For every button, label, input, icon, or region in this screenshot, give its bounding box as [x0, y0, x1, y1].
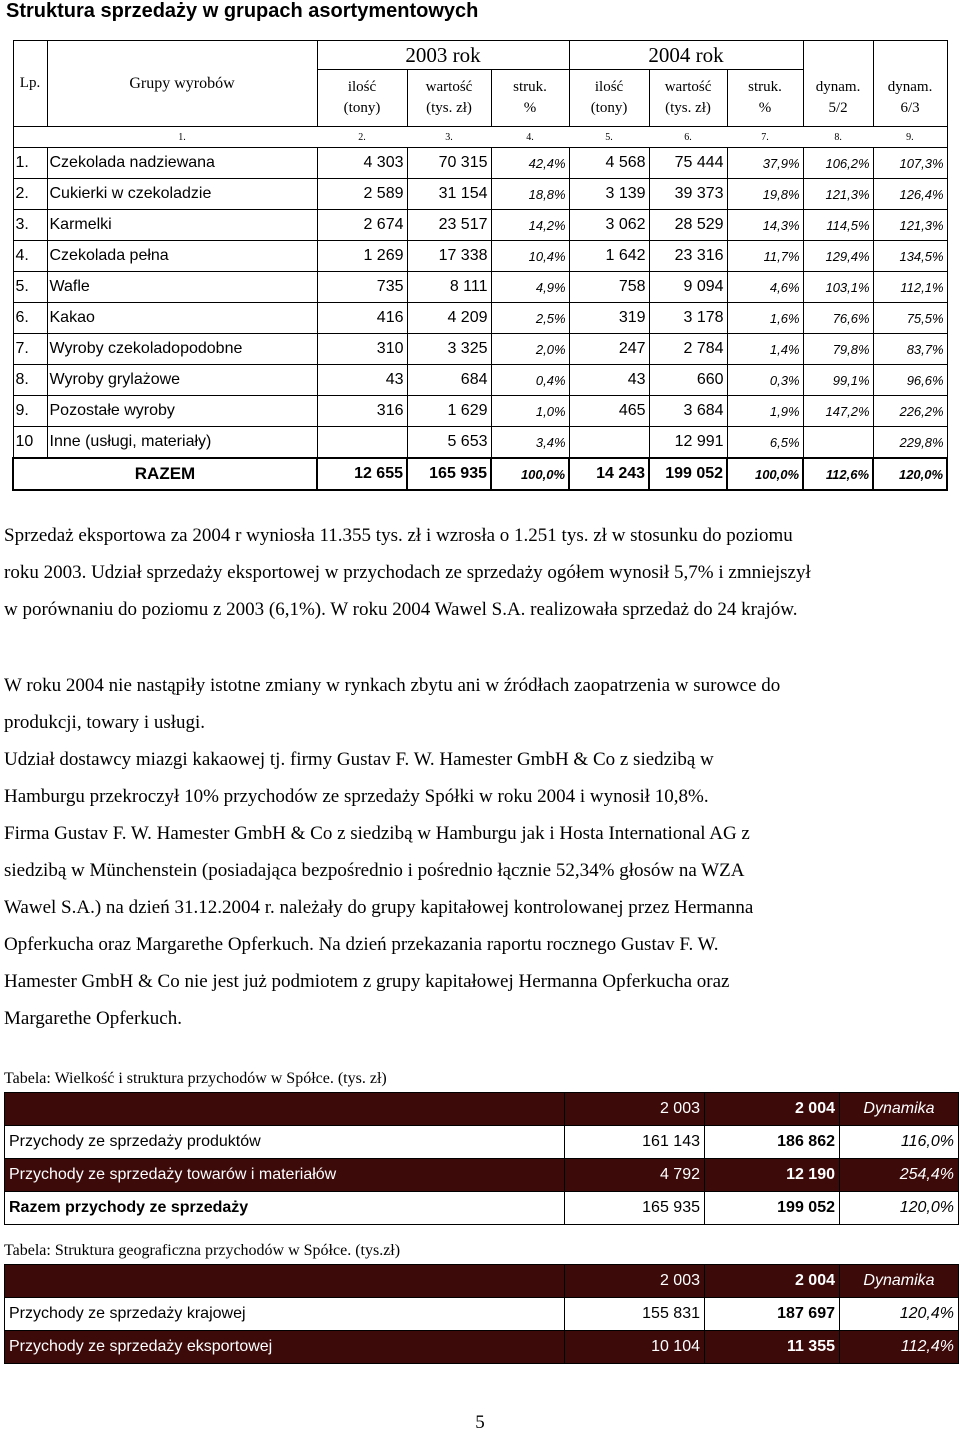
row-lp: 5. — [13, 272, 47, 303]
row-cell-s03: 4,9% — [491, 272, 569, 303]
table-row — [13, 179, 947, 210]
row-cell-s04: 37,9% — [727, 148, 803, 179]
revenue-header-2004: 2 004 — [705, 1093, 840, 1126]
geo-row-2004: 187 697 — [705, 1298, 840, 1331]
row-cell-q04 — [569, 427, 649, 459]
total-cell-d1: 112,6% — [803, 458, 873, 490]
row-cell-d1: 114,5% — [803, 210, 873, 241]
row-cell-d2: 75,5% — [873, 303, 947, 334]
row-cell-s03: 10,4% — [491, 241, 569, 272]
revenue-table-caption: Tabela: Wielkość i struktura przychodów w Spółce. (tys. zł) — [4, 1070, 387, 1087]
revenue-header-2003: 2 003 — [565, 1093, 705, 1126]
revenue-header-dynamics: Dynamika — [840, 1093, 959, 1126]
row-cell-v04: 3 178 — [649, 303, 727, 334]
row-cell-d2: 83,7% — [873, 334, 947, 365]
row-cell-q03: 43 — [317, 365, 407, 396]
row-cell-s03: 3,4% — [491, 427, 569, 459]
header-value-2004: wartość (tys. zł) — [649, 70, 727, 127]
row-group-name: Cukierki w czekoladzie — [47, 179, 317, 210]
row-cell-s03: 2,0% — [491, 334, 569, 365]
geo-header-dynamics: Dynamika — [840, 1265, 959, 1298]
total-cell-q04: 14 243 — [569, 458, 649, 490]
row-cell-s04: 1,6% — [727, 303, 803, 334]
col-number-9: 9. — [873, 127, 947, 148]
row-cell-q04: 758 — [569, 272, 649, 303]
revenue-row-2004: 186 862 — [705, 1126, 840, 1159]
row-cell-q04: 465 — [569, 396, 649, 427]
row-cell-q04: 43 — [569, 365, 649, 396]
row-lp: 2. — [13, 179, 47, 210]
row-cell-s04: 4,6% — [727, 272, 803, 303]
geo-table-caption: Tabela: Struktura geograficzna przychodów w Spółce. (tys.zł) — [4, 1242, 401, 1259]
row-cell-d2: 112,1% — [873, 272, 947, 303]
row-lp: 9. — [13, 396, 47, 427]
col-number-5: 5. — [569, 127, 649, 148]
revenue-row-2003: 161 143 — [565, 1126, 705, 1159]
row-group-name: Inne (usługi, materiały) — [47, 427, 317, 459]
header-value-2003: wartość (tys. zł) — [407, 70, 491, 127]
geo-row-dynamics: 120,4% — [840, 1298, 959, 1331]
row-lp: 6. — [13, 303, 47, 334]
header-qty-2004: ilość (tony) — [569, 70, 649, 127]
row-cell-v03: 23 517 — [407, 210, 491, 241]
row-cell-q03: 316 — [317, 396, 407, 427]
row-group-name: Kakao — [47, 303, 317, 334]
row-lp: 3. — [13, 210, 47, 241]
row-group-name: Czekolada pełna — [47, 241, 317, 272]
row-group-name: Wyroby czekoladopodobne — [47, 334, 317, 365]
row-cell-v03: 70 315 — [407, 148, 491, 179]
row-cell-d1: 106,2% — [803, 148, 873, 179]
row-cell-d1: 129,4% — [803, 241, 873, 272]
col-number-7: 7. — [727, 127, 803, 148]
row-cell-q03: 310 — [317, 334, 407, 365]
sales-structure-table — [12, 40, 948, 491]
row-cell-q03: 2 589 — [317, 179, 407, 210]
row-cell-s04: 14,3% — [727, 210, 803, 241]
row-cell-d1: 103,1% — [803, 272, 873, 303]
row-cell-q03: 1 269 — [317, 241, 407, 272]
header-dyn-63: dynam. 6/3 — [873, 70, 947, 127]
table-row — [13, 272, 947, 303]
row-lp: 1. — [13, 148, 47, 179]
revenue-row-2003: 4 792 — [565, 1159, 705, 1192]
row-cell-s04: 1,4% — [727, 334, 803, 365]
row-cell-s03: 42,4% — [491, 148, 569, 179]
revenue-row-label: Przychody ze sprzedaży towarów i materiałów — [5, 1159, 565, 1192]
row-cell-q03: 735 — [317, 272, 407, 303]
row-cell-d2: 107,3% — [873, 148, 947, 179]
table-row — [13, 210, 947, 241]
revenue-row-label: Przychody ze sprzedaży produktów — [5, 1126, 565, 1159]
export-sales-paragraph: Sprzedaż eksportowa za 2004 r wyniosła 11.355 tys. zł i wzrosła o 1.251 tys. zł w stosunku do poziomu roku 2003. Udział sprzedaży eksportowej w przychodach ze sprzedaży ogółem wynosił 5,7% i zmniejszył w porównaniu do poziomu z 2003 (6,1%). W roku 2004 Wawel S.A. realizowała sprzedaż do 24 krajów. — [4, 525, 811, 620]
row-cell-v04: 23 316 — [649, 241, 727, 272]
row-cell-v03: 5 653 — [407, 427, 491, 459]
row-cell-q04: 319 — [569, 303, 649, 334]
row-cell-s03: 0,4% — [491, 365, 569, 396]
revenue-total-2004: 199 052 — [705, 1192, 840, 1225]
row-cell-v03: 4 209 — [407, 303, 491, 334]
revenue-row-dynamics: 254,4% — [840, 1159, 959, 1192]
row-cell-s04: 0,3% — [727, 365, 803, 396]
page-title: Struktura sprzedaży w grupach asortymentowych — [6, 0, 479, 22]
row-cell-s03: 1,0% — [491, 396, 569, 427]
row-cell-v04: 39 373 — [649, 179, 727, 210]
row-cell-q04: 1 642 — [569, 241, 649, 272]
row-lp: 4. — [13, 241, 47, 272]
row-group-name: Wafle — [47, 272, 317, 303]
row-cell-v04: 12 991 — [649, 427, 727, 459]
row-group-name: Czekolada nadziewana — [47, 148, 317, 179]
row-cell-q03 — [317, 427, 407, 459]
row-group-name: Pozostałe wyroby — [47, 396, 317, 427]
geo-row-2003: 155 831 — [565, 1298, 705, 1331]
geo-row-label: Przychody ze sprzedaży krajowej — [5, 1298, 565, 1331]
col-number-2: 2. — [317, 127, 407, 148]
table-row — [13, 427, 947, 459]
row-cell-q03: 2 674 — [317, 210, 407, 241]
total-cell-s04: 100,0% — [727, 458, 803, 490]
row-group-name: Karmelki — [47, 210, 317, 241]
total-cell-d2: 120,0% — [873, 458, 947, 490]
page-number: 5 — [475, 1412, 485, 1433]
row-cell-d1 — [803, 427, 873, 459]
header-struct-2003: struk. % — [491, 70, 569, 127]
row-cell-s04: 19,8% — [727, 179, 803, 210]
row-cell-d1: 76,6% — [803, 303, 873, 334]
revenue-row-2004: 12 190 — [705, 1159, 840, 1192]
row-cell-v04: 3 684 — [649, 396, 727, 427]
row-cell-s03: 14,2% — [491, 210, 569, 241]
row-cell-q04: 4 568 — [569, 148, 649, 179]
total-cell-s03: 100,0% — [491, 458, 569, 490]
header-dyn-52: dynam. 5/2 — [803, 70, 873, 127]
row-cell-v03: 3 325 — [407, 334, 491, 365]
table-row — [13, 303, 947, 334]
row-cell-d2: 96,6% — [873, 365, 947, 396]
col-number-4: 4. — [491, 127, 569, 148]
row-cell-s04: 6,5% — [727, 427, 803, 459]
table-row — [13, 334, 947, 365]
total-row — [13, 458, 947, 490]
header-year-2004: 2004 rok — [569, 41, 803, 70]
total-cell-v04: 199 052 — [649, 458, 727, 490]
row-cell-s04: 11,7% — [727, 241, 803, 272]
geo-header-2004: 2 004 — [705, 1265, 840, 1298]
table-row — [13, 241, 947, 272]
row-cell-v03: 17 338 — [407, 241, 491, 272]
col-number-8: 8. — [803, 127, 873, 148]
row-cell-v04: 9 094 — [649, 272, 727, 303]
table-row — [13, 396, 947, 427]
row-cell-d1: 121,3% — [803, 179, 873, 210]
revenue-total-label: Razem przychody ze sprzedaży — [5, 1192, 565, 1225]
row-cell-v04: 28 529 — [649, 210, 727, 241]
row-cell-q04: 247 — [569, 334, 649, 365]
table-row — [13, 365, 947, 396]
row-cell-d2: 126,4% — [873, 179, 947, 210]
row-cell-q03: 416 — [317, 303, 407, 334]
row-cell-v04: 75 444 — [649, 148, 727, 179]
revenue-header-blank — [5, 1093, 565, 1126]
row-cell-v04: 2 784 — [649, 334, 727, 365]
row-group-name: Wyroby grylażowe — [47, 365, 317, 396]
col-number-6: 6. — [649, 127, 727, 148]
geo-row-2004: 11 355 — [705, 1331, 840, 1364]
row-cell-d1: 99,1% — [803, 365, 873, 396]
geo-header-blank — [5, 1265, 565, 1298]
revenue-total-2003: 165 935 — [565, 1192, 705, 1225]
geo-row-label: Przychody ze sprzedaży eksportowej — [5, 1331, 565, 1364]
row-cell-d1: 79,8% — [803, 334, 873, 365]
row-cell-d2: 134,5% — [873, 241, 947, 272]
table-row — [13, 148, 947, 179]
header-year-2003: 2003 rok — [317, 41, 569, 70]
row-cell-q04: 3 139 — [569, 179, 649, 210]
total-cell-v03: 165 935 — [407, 458, 491, 490]
row-cell-s03: 2,5% — [491, 303, 569, 334]
row-cell-v03: 8 111 — [407, 272, 491, 303]
row-lp: 7. — [13, 334, 47, 365]
row-cell-s03: 18,8% — [491, 179, 569, 210]
header-group: Grupy wyrobów — [47, 41, 317, 127]
markets-paragraph: W roku 2004 nie nastąpiły istotne zmiany w rynkach zbytu ani w źródłach zaopatrzenia w surowce do produkcji, towary i usługi. Udział dostawcy miazgi kakaowej tj. firmy Gustav F. W. Hamester GmbH & Co z siedzibą w Hamburgu przekroczył 10% przychodów ze sprzedaży Spółki w roku 2004 i wynosił 10,8%. Firma Gustav F. W. Hamester GmbH & Co z siedzibą w Hamburgu jak i Hosta International AG z siedzibą w Münchenstein (posiadająca bezpośrednio i pośrednio łącznie 52,34% głosów na WZA Wawel S.A.) na dzień 31.12.2004 r. należały do grupy kapitałowej kontrolowanej przez Hermanna Opferkucha oraz Margarethe Opferkuch. Na dzień przekazania raportu rocznego Gustav F. W. Hamester GmbH & Co nie jest już podmiotem z grupy kapitałowej Hermanna Opferkucha oraz Margarethe Opferkuch. — [4, 675, 781, 1029]
geo-row-2003: 10 104 — [565, 1331, 705, 1364]
row-cell-q03: 4 303 — [317, 148, 407, 179]
revenue-total-dynamics: 120,0% — [840, 1192, 959, 1225]
header-lp: Lp. — [13, 41, 47, 127]
revenue-row-dynamics: 116,0% — [840, 1126, 959, 1159]
row-cell-v03: 1 629 — [407, 396, 491, 427]
row-lp: 10 — [13, 427, 47, 459]
row-cell-v03: 31 154 — [407, 179, 491, 210]
row-cell-v03: 684 — [407, 365, 491, 396]
row-cell-d2: 121,3% — [873, 210, 947, 241]
geo-row-dynamics: 112,4% — [840, 1331, 959, 1364]
total-label: RAZEM — [13, 458, 317, 490]
geo-header-2003: 2 003 — [565, 1265, 705, 1298]
col-number-1: 1. — [47, 127, 317, 148]
total-cell-q03: 12 655 — [317, 458, 407, 490]
row-cell-d2: 226,2% — [873, 396, 947, 427]
row-cell-q04: 3 062 — [569, 210, 649, 241]
revenue-table — [4, 1092, 959, 1225]
col-number-3: 3. — [407, 127, 491, 148]
row-cell-v04: 660 — [649, 365, 727, 396]
row-cell-s04: 1,9% — [727, 396, 803, 427]
row-cell-d1: 147,2% — [803, 396, 873, 427]
row-cell-d2: 229,8% — [873, 427, 947, 459]
geo-revenue-table — [4, 1264, 959, 1364]
header-qty-2003: ilość (tony) — [317, 70, 407, 127]
row-lp: 8. — [13, 365, 47, 396]
header-struct-2004: struk. % — [727, 70, 803, 127]
